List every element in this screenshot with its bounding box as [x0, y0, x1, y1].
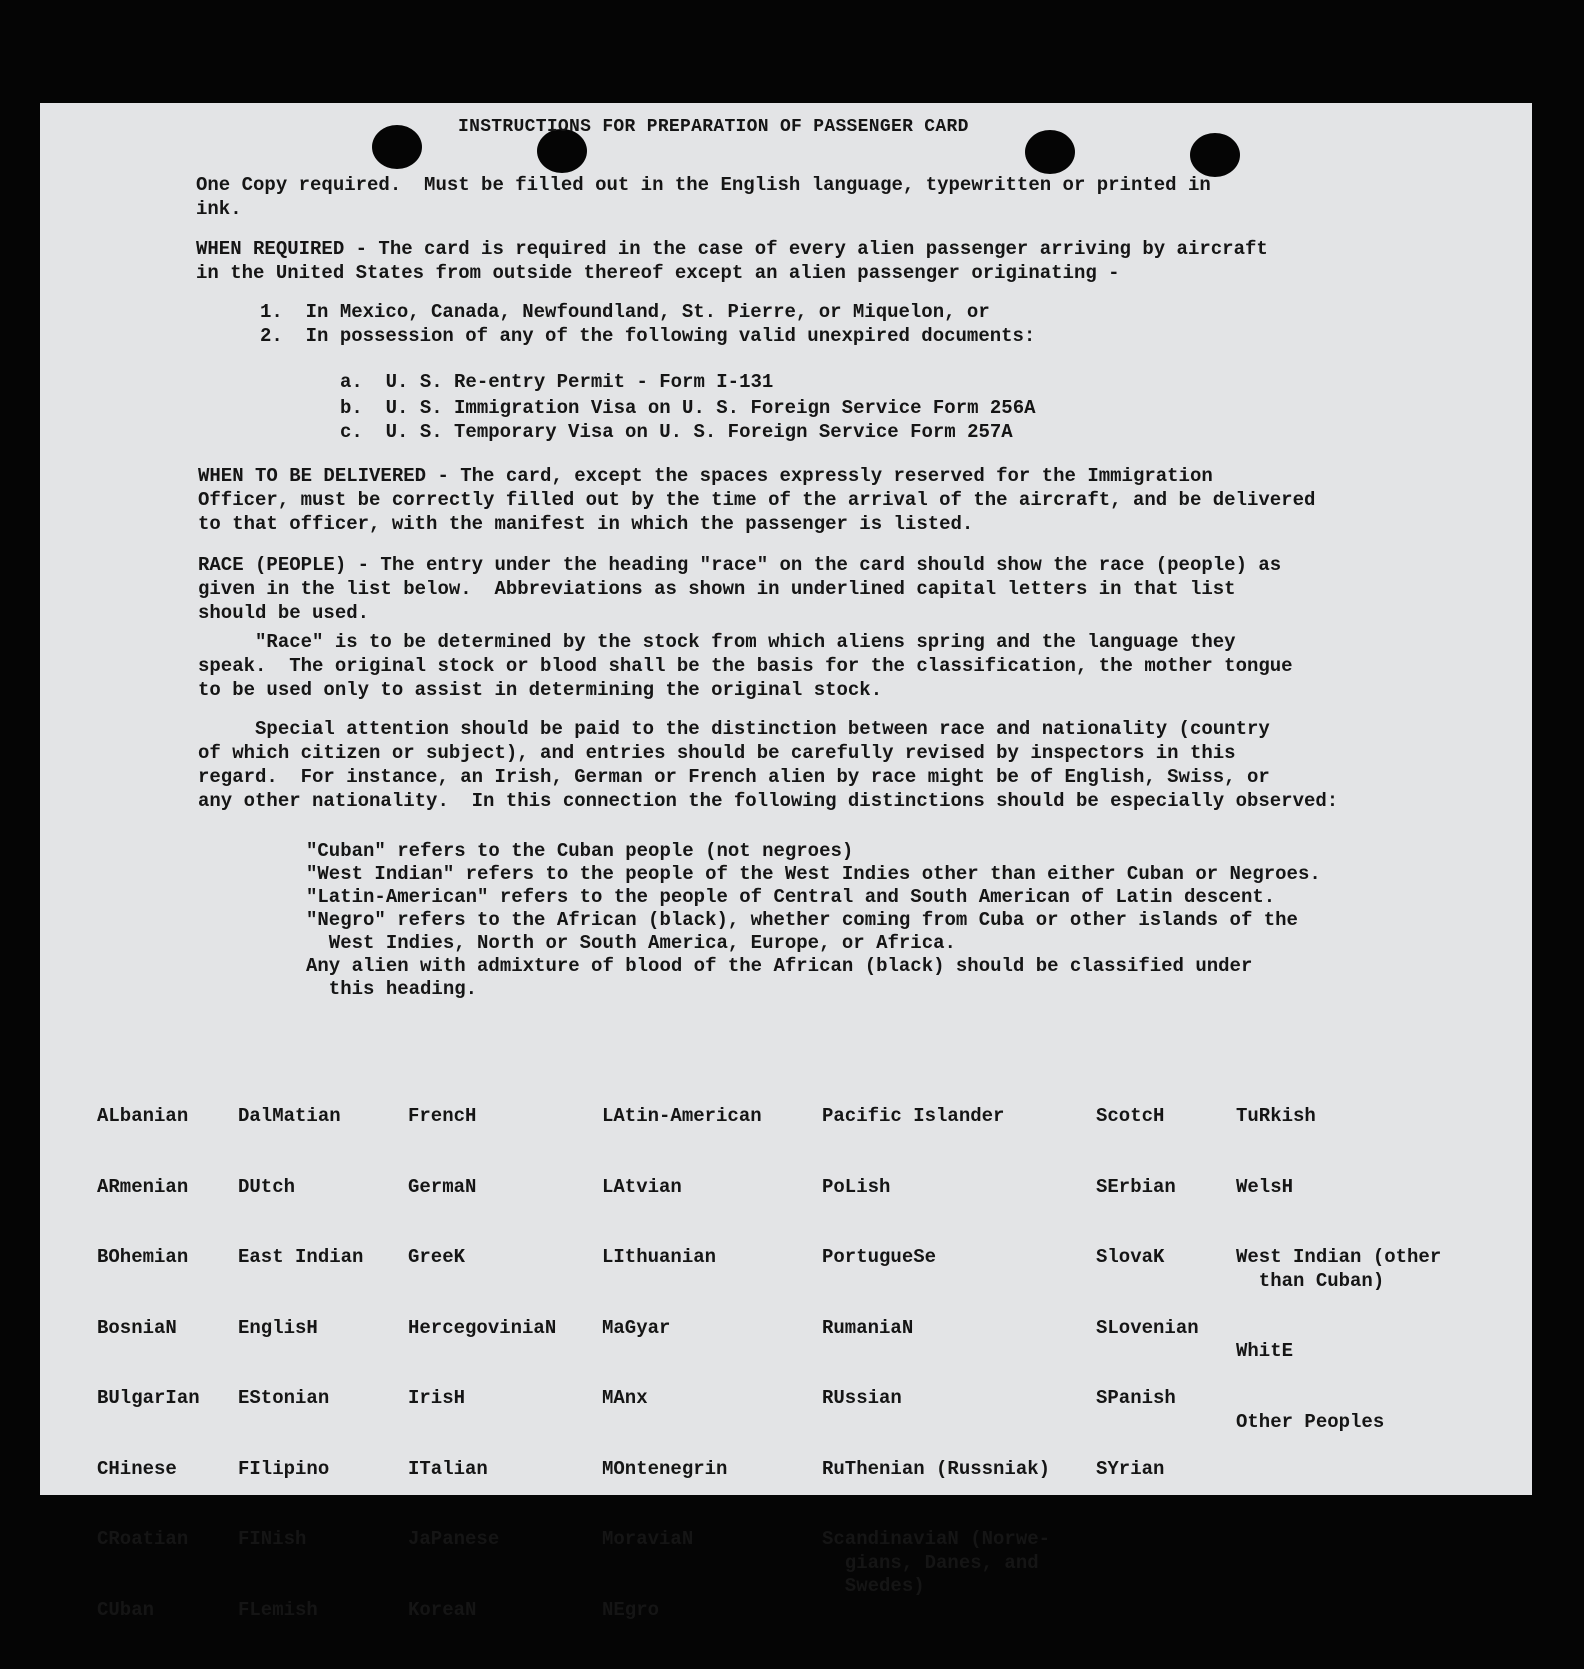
race-list-item: LAtin-American — [602, 1105, 762, 1127]
race-list-item: MoraviaN — [602, 1528, 694, 1550]
race-list-item: LIthuanian — [602, 1246, 717, 1268]
origin-item-1: 1. In Mexico, Canada, Newfoundland, St. Pierre, or Miquelon, or — [260, 301, 990, 323]
race-list-item: HercegoviniaN — [408, 1316, 557, 1339]
when-required-paragraph: WHEN REQUIRED - The card is required in the case of every alien passenger arriving by aircraft in the United States from outside thereof except an alien passenger originating - — [196, 238, 1268, 284]
race-list-item: IrisH — [408, 1387, 466, 1409]
race-list-item: ScotcH — [1096, 1105, 1165, 1127]
race-list-item: SLovenian — [1096, 1316, 1199, 1339]
race-list-item: WelsH — [1236, 1175, 1294, 1198]
document-page — [40, 103, 1532, 1621]
race-list-item: ARmenian — [97, 1175, 189, 1198]
race-list-item: MOntenegrin — [602, 1457, 728, 1480]
race-list-item: Pacific Islander — [822, 1105, 1005, 1127]
race-list-item: RUssian — [822, 1387, 902, 1409]
race-list-item: BUlgarIan — [97, 1387, 200, 1409]
race-list-item: FIlipino — [238, 1457, 330, 1480]
race-list-column-6 — [1096, 1058, 1199, 1528]
race-list-item: GermaN — [408, 1175, 477, 1198]
race-list-column-3 — [408, 1058, 556, 1669]
race-list-item: West Indian (other than Cuban) — [1236, 1246, 1442, 1292]
race-list-item: MaGyar — [602, 1316, 671, 1339]
race-list-item: PortugueSe — [822, 1246, 937, 1268]
race-list-item: GreeK — [408, 1246, 466, 1268]
origin-item-2: 2. In possession of any of the following valid unexpired documents: — [260, 325, 1036, 347]
race-list-item: PoLish — [822, 1175, 891, 1198]
race-list-item: RuThenian (Russniak) — [822, 1457, 1051, 1480]
race-list-item: ITalian — [408, 1457, 488, 1480]
page-title: INSTRUCTIONS FOR PREPARATION OF PASSENGER CARD — [458, 117, 969, 137]
race-paragraph-1: RACE (PEOPLE) - The entry under the heading "race" on the card should show the race (people) as given in the list below. Abbreviations as shown in underlined capital letters in that list should be used. — [198, 554, 1282, 624]
race-list-item: CUban — [97, 1598, 155, 1621]
race-list-item: KoreaN — [408, 1598, 477, 1621]
race-list-item: LAtvian — [602, 1175, 682, 1198]
race-list-item: ScandinaviaN (Norwe- gians, Danes, and Swedes) — [822, 1528, 1051, 1597]
race-distinctions: "Cuban" refers to the Cuban people (not negroes) "West Indian" refers to the people of the West Indies other than either Cuban or Negroes. "Latin-American" refers to the people of Central and South American of Latin descent. "Negro" refers to the African (black), whether coming from Cuba or other islands of the West Indies, North or South America, Europe, or Africa. Any alien with admixture of blood of the African (black) should be classified under this heading. — [306, 840, 1321, 1000]
race-list-item: WhitE — [1236, 1340, 1294, 1362]
document-item-b: b. U. S. Immigration Visa on U. S. Foreign Service Form 256A — [340, 397, 1036, 419]
race-list-column-4 — [602, 1058, 762, 1669]
race-list-item: RumaniaN — [822, 1316, 914, 1339]
race-list-item: SlovaK — [1096, 1246, 1165, 1268]
race-list-item: CHinese — [97, 1457, 177, 1480]
race-list-item: FLemish — [238, 1598, 318, 1621]
race-list-item: DalMatian — [238, 1105, 341, 1127]
race-list-item: FINish — [238, 1528, 307, 1550]
race-list-item: TuRkish — [1236, 1105, 1316, 1127]
race-list-item: MAnx — [602, 1387, 648, 1409]
race-list-column-1 — [97, 1058, 200, 1669]
race-list-item: EnglisH — [238, 1316, 318, 1339]
race-list-item: CRoatian — [97, 1528, 189, 1550]
race-list-item: Other Peoples — [1236, 1410, 1385, 1433]
race-list-item: SPanish — [1096, 1387, 1176, 1409]
race-list-item: ALbanian — [97, 1105, 189, 1127]
punch-hole — [1025, 130, 1075, 174]
race-list-item: BOhemian — [97, 1246, 189, 1268]
document-item-a: a. U. S. Re-entry Permit - Form I-131 — [340, 371, 774, 393]
race-list-item: FrencH — [408, 1105, 477, 1127]
race-list-item: SErbian — [1096, 1175, 1176, 1198]
race-list-item: EStonian — [238, 1387, 330, 1409]
race-paragraph-2: "Race" is to be determined by the stock from which aliens spring and the language they speak. The original stock or blood shall be the basis for the classification, the mother tongue to be used only to assist in determining the original stock. — [198, 631, 1293, 701]
race-list-item: SYrian — [1096, 1457, 1165, 1480]
race-list-column-7 — [1236, 1058, 1441, 1481]
punch-hole — [1190, 133, 1240, 177]
race-list-item: East Indian — [238, 1246, 364, 1268]
punch-hole — [372, 125, 422, 169]
race-list-item: JaPanese — [408, 1528, 500, 1550]
when-delivered-paragraph: WHEN TO BE DELIVERED - The card, except the spaces expressly reserved for the Immigration Officer, must be correctly filled out by the time of the arrival of the aircraft, and be delivered to that officer, with the manifest in which the passenger is listed. — [198, 465, 1316, 535]
race-list-column-5 — [822, 1058, 1050, 1646]
race-list-column-2 — [238, 1058, 363, 1669]
race-list-item: BosniaN — [97, 1316, 177, 1339]
race-list-item: NEgro — [602, 1598, 660, 1621]
document-item-c: c. U. S. Temporary Visa on U. S. Foreign Service Form 257A — [340, 421, 1013, 443]
race-paragraph-3: Special attention should be paid to the distinction between race and nationality (country of which citizen or subject), and entries should be carefully revised by inspectors in this regard. For instance, an Irish, German or French alien by race might be of English, Swiss, or any other nationality. In this connection the following distinctions should be especially observed: — [198, 718, 1339, 812]
race-list-item: DUtch — [238, 1175, 296, 1198]
intro-paragraph: One Copy required. Must be filled out in the English language, typewritten or printed in ink. — [196, 174, 1211, 220]
